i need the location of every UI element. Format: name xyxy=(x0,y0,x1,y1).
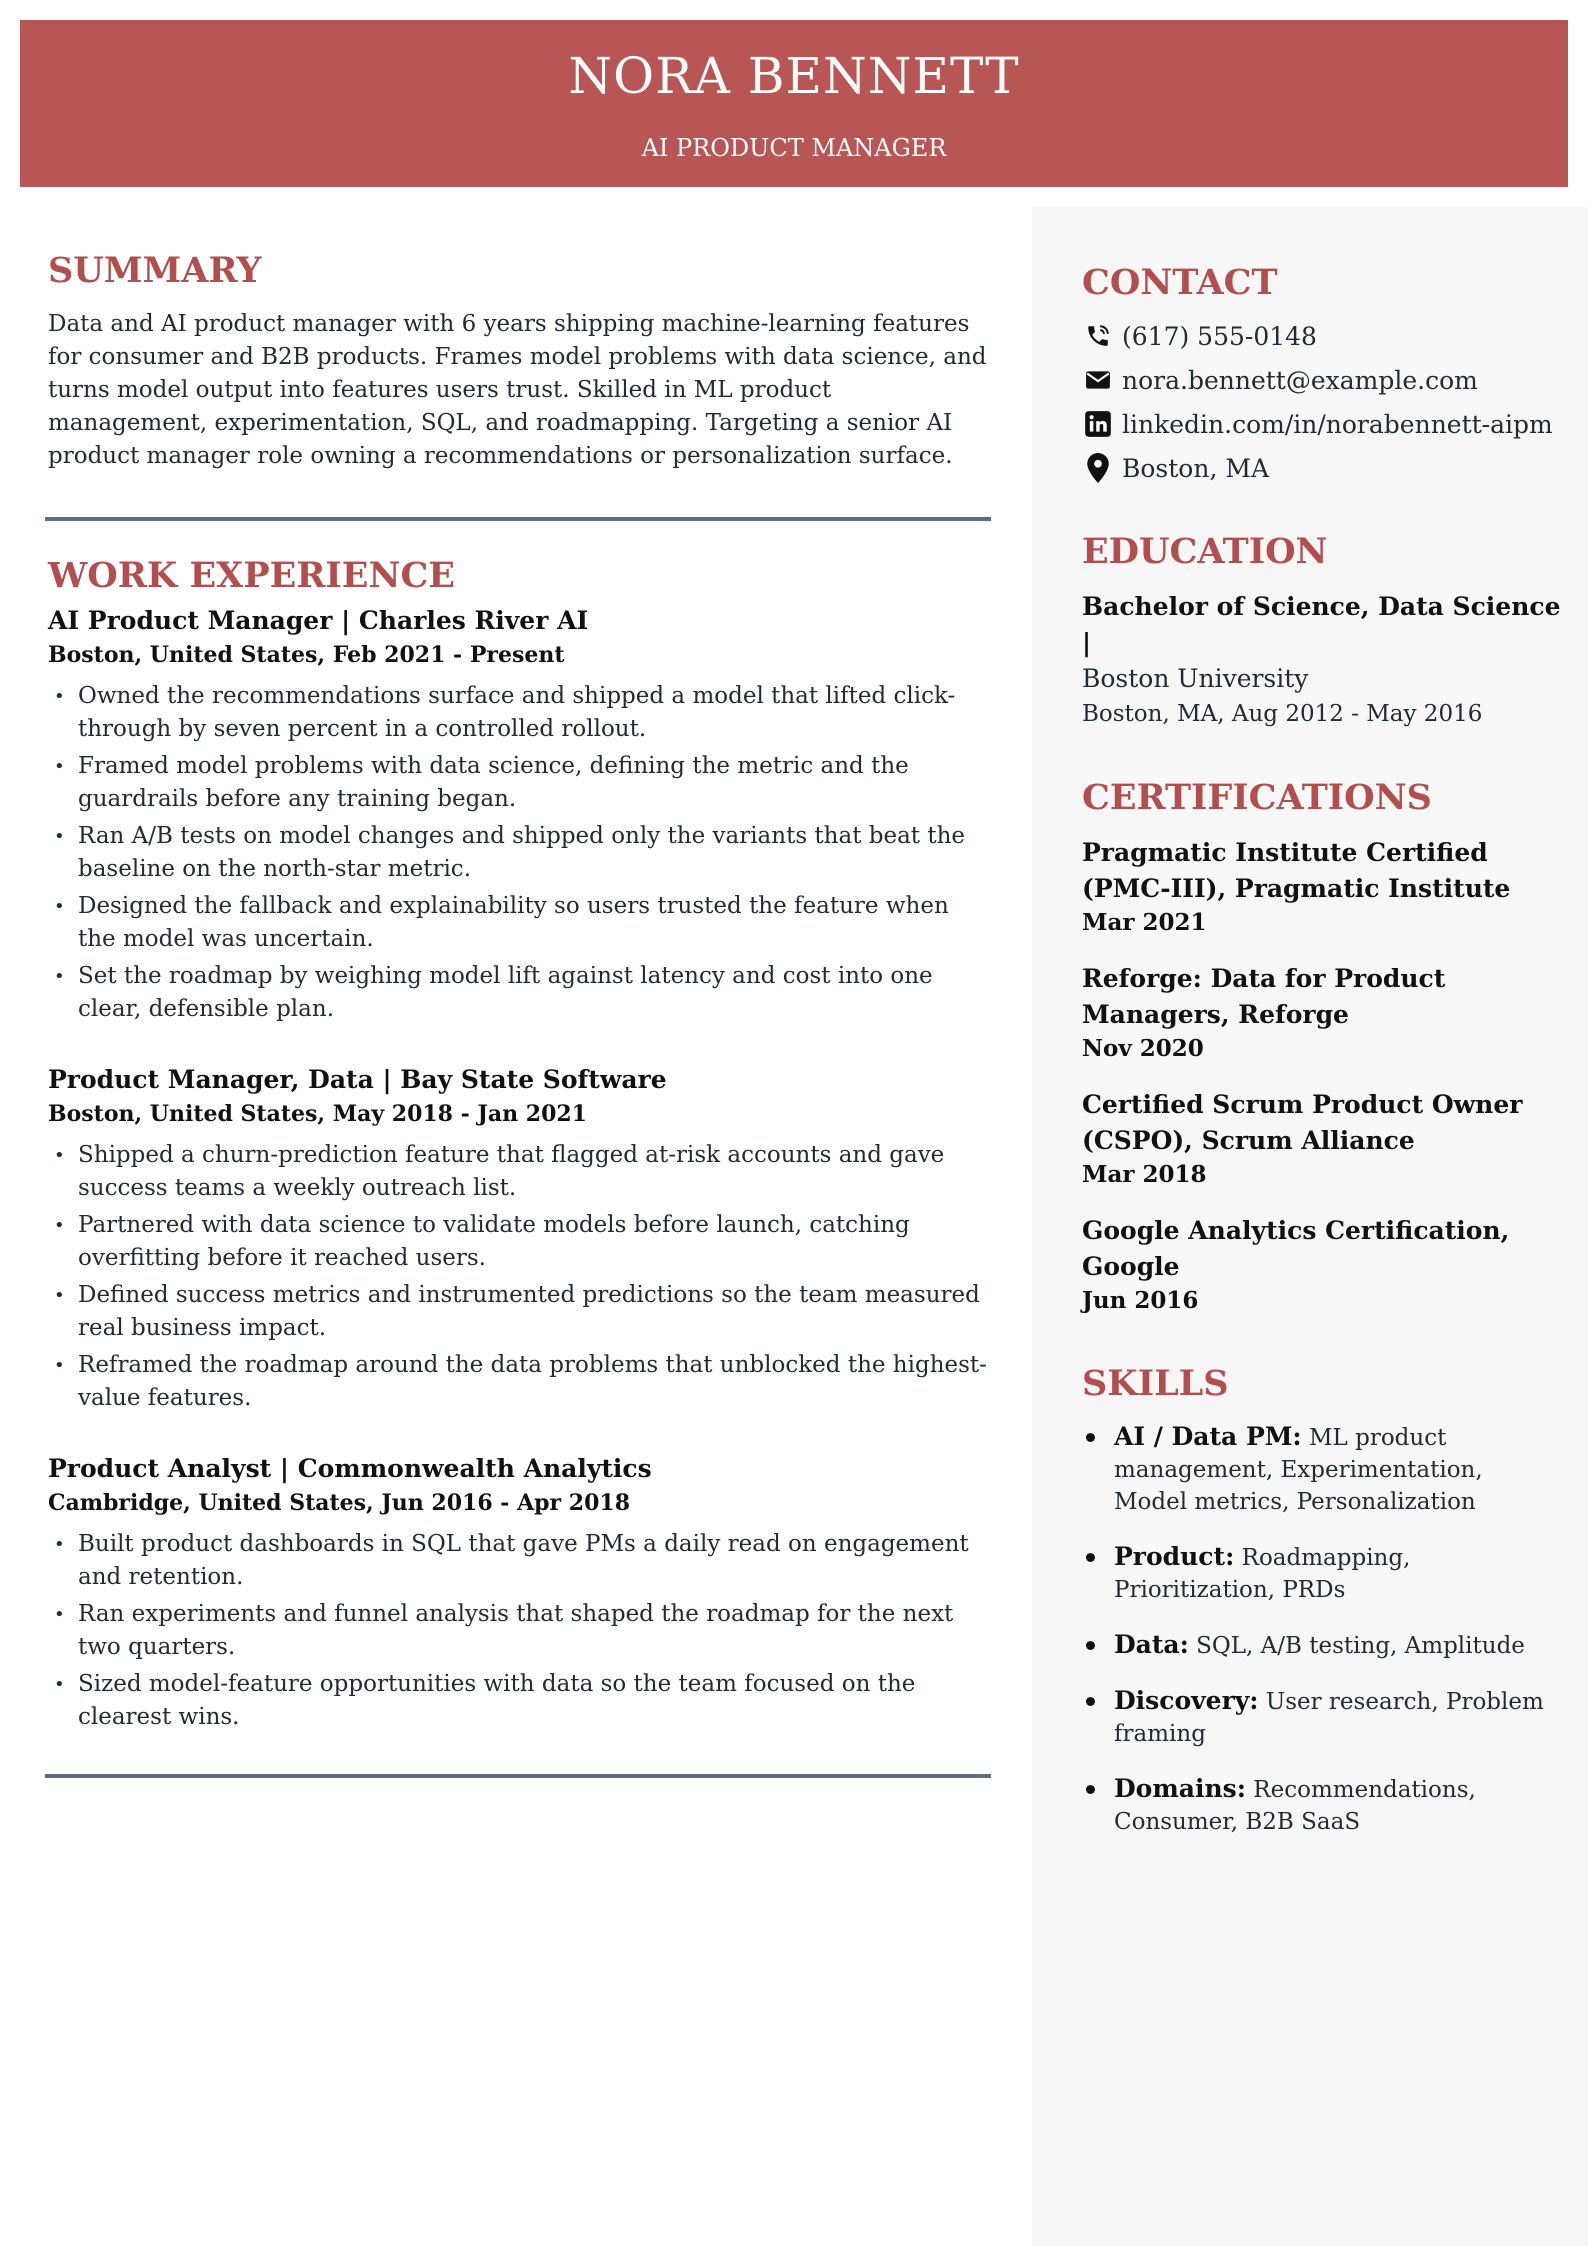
job-meta: Cambridge, United States, Jun 2016 - Apr 2018 xyxy=(48,1490,631,1516)
skill-item xyxy=(1082,1685,1562,1750)
cert-date: Nov 2020 xyxy=(1082,1035,1204,1062)
contact-location xyxy=(1082,452,1562,485)
skill-label: Data: xyxy=(1114,1630,1189,1659)
education-heading: EDUCATION xyxy=(1082,531,1328,572)
job-bullet: • Reframed the roadmap around the data problems that unblocked the highest-value features. xyxy=(48,1349,988,1415)
summary-section xyxy=(48,250,988,473)
cert-name: Google Analytics Certification, Google xyxy=(1082,1216,1510,1281)
job-meta: Boston, United States, Feb 2021 - Present xyxy=(48,642,565,668)
skill-label: AI / Data PM: xyxy=(1114,1422,1302,1451)
skill-item xyxy=(1082,1773,1562,1838)
skill-value: Roadmapping, Prioritization, PRDs xyxy=(1114,1545,1411,1603)
job-bullet: • Sized model-feature opportunities with data so the team focused on the clearest wins. xyxy=(48,1668,988,1734)
education-meta: Boston, MA, Aug 2012 - May 2016 xyxy=(1082,701,1483,727)
job-bullet: • Set the roadmap by weighing model lift against latency and cost into one clear, defensible plan. xyxy=(48,960,988,1026)
contact-email xyxy=(1082,364,1562,397)
section-divider xyxy=(45,517,991,521)
job-entry xyxy=(48,1062,988,1415)
section-divider xyxy=(45,1774,991,1778)
skill-label: Product: xyxy=(1114,1542,1235,1571)
phone-icon xyxy=(1082,320,1114,352)
resume-header xyxy=(20,20,1568,187)
job-bullet: • Defined success metrics and instrumented predictions so the team measured real business impact. xyxy=(48,1279,988,1345)
job-bullet: • Owned the recommendations surface and shipped a model that lifted click-through by seven percent in a controlled rollout. xyxy=(48,680,988,746)
summary-heading: SUMMARY xyxy=(48,250,262,291)
main-column xyxy=(48,250,988,1812)
skill-value: Recommendations, Consumer, B2B SaaS xyxy=(1114,1777,1476,1835)
education-section xyxy=(1082,531,1562,731)
skills-heading: SKILLS xyxy=(1082,1363,1229,1404)
skill-item xyxy=(1082,1421,1562,1518)
contact-linkedin xyxy=(1082,408,1562,441)
location-pin-icon xyxy=(1082,452,1114,484)
contact-phone xyxy=(1082,320,1562,353)
cert-date: Mar 2021 xyxy=(1082,909,1207,936)
cert-name: Reforge: Data for Product Managers, Reforge xyxy=(1082,964,1446,1029)
phone-text: (617) 555-0148 xyxy=(1122,322,1317,351)
sidebar xyxy=(1032,207,1588,2246)
linkedin-icon xyxy=(1082,408,1114,440)
experience-section xyxy=(48,555,988,1734)
skills-section xyxy=(1082,1363,1562,1838)
cert-item xyxy=(1082,1087,1562,1191)
experience-heading: WORK EXPERIENCE xyxy=(48,555,455,596)
job-bullet: • Designed the fallback and explainability so users trusted the feature when the model was uncertain. xyxy=(48,890,988,956)
contact-section xyxy=(1082,262,1562,485)
skill-label: Discovery: xyxy=(1114,1686,1259,1715)
candidate-name: NORA BENNETT xyxy=(568,47,1020,105)
email-icon xyxy=(1082,364,1114,396)
cert-date: Mar 2018 xyxy=(1082,1161,1207,1188)
job-entry xyxy=(48,603,988,1026)
job-entry xyxy=(48,1451,988,1734)
education-school: Boston University xyxy=(1082,664,1309,693)
job-title: AI Product Manager | Charles River AI xyxy=(48,606,589,635)
job-bullet: • Shipped a churn-prediction feature that flagged at-risk accounts and gave success teams a weekly outreach list. xyxy=(48,1139,988,1205)
job-meta: Boston, United States, May 2018 - Jan 2021 xyxy=(48,1101,587,1127)
job-bullets xyxy=(48,1528,988,1734)
job-bullet: • Ran A/B tests on model changes and shipped only the variants that beat the baseline on the north-star metric. xyxy=(48,820,988,886)
cert-item xyxy=(1082,835,1562,939)
cert-date: Jun 2016 xyxy=(1082,1287,1199,1314)
location-text: Boston, MA xyxy=(1122,454,1269,483)
skill-item xyxy=(1082,1629,1562,1662)
job-bullet: • Framed model problems with data science, defining the metric and the guardrails before any training began. xyxy=(48,750,988,816)
skill-value: User research, Problem framing xyxy=(1114,1689,1544,1747)
contact-heading: CONTACT xyxy=(1082,262,1278,303)
job-bullets xyxy=(48,1139,988,1415)
candidate-title: AI PRODUCT MANAGER xyxy=(641,134,947,162)
cert-item xyxy=(1082,1213,1562,1317)
job-title: Product Manager, Data | Bay State Software xyxy=(48,1065,667,1094)
cert-name: Pragmatic Institute Certified (PMC-III), Pragmatic Institute xyxy=(1082,838,1511,903)
job-title: Product Analyst | Commonwealth Analytics xyxy=(48,1454,652,1483)
skill-value: SQL, A/B testing, Amplitude xyxy=(1188,1633,1525,1659)
job-bullets xyxy=(48,680,988,1026)
certifications-section xyxy=(1082,777,1562,1317)
skill-value: ML product management, Experimentation, Model metrics, Personalization xyxy=(1114,1425,1483,1515)
summary-text: Data and AI product manager with 6 years shipping machine-learning features for consumer and B2B products. Frames model problems with data science, and turns model output into features users trust. Skilled in ML product management, experimentation, SQL, and roadmapping. Targeting a senior AI product manager role owning a recommendations or personalization surface. xyxy=(48,311,987,469)
education-degree: Bachelor of Science, Data Science | xyxy=(1082,592,1561,657)
linkedin-link[interactable]: linkedin.com/in/norabennett-aipm xyxy=(1122,410,1553,439)
cert-name: Certified Scrum Product Owner (CSPO), Scrum Alliance xyxy=(1082,1090,1523,1155)
skills-list xyxy=(1082,1421,1562,1838)
cert-item xyxy=(1082,961,1562,1065)
certifications-heading: CERTIFICATIONS xyxy=(1082,777,1432,818)
skill-label: Domains: xyxy=(1114,1774,1246,1803)
job-bullet: • Partnered with data science to validate models before launch, catching overfitting before it reached users. xyxy=(48,1209,988,1275)
email-link[interactable]: nora.bennett@example.com xyxy=(1122,366,1478,395)
job-bullet: • Built product dashboards in SQL that gave PMs a daily read on engagement and retention. xyxy=(48,1528,988,1594)
job-bullet: • Ran experiments and funnel analysis that shaped the roadmap for the next two quarters. xyxy=(48,1598,988,1664)
skill-item xyxy=(1082,1541,1562,1606)
